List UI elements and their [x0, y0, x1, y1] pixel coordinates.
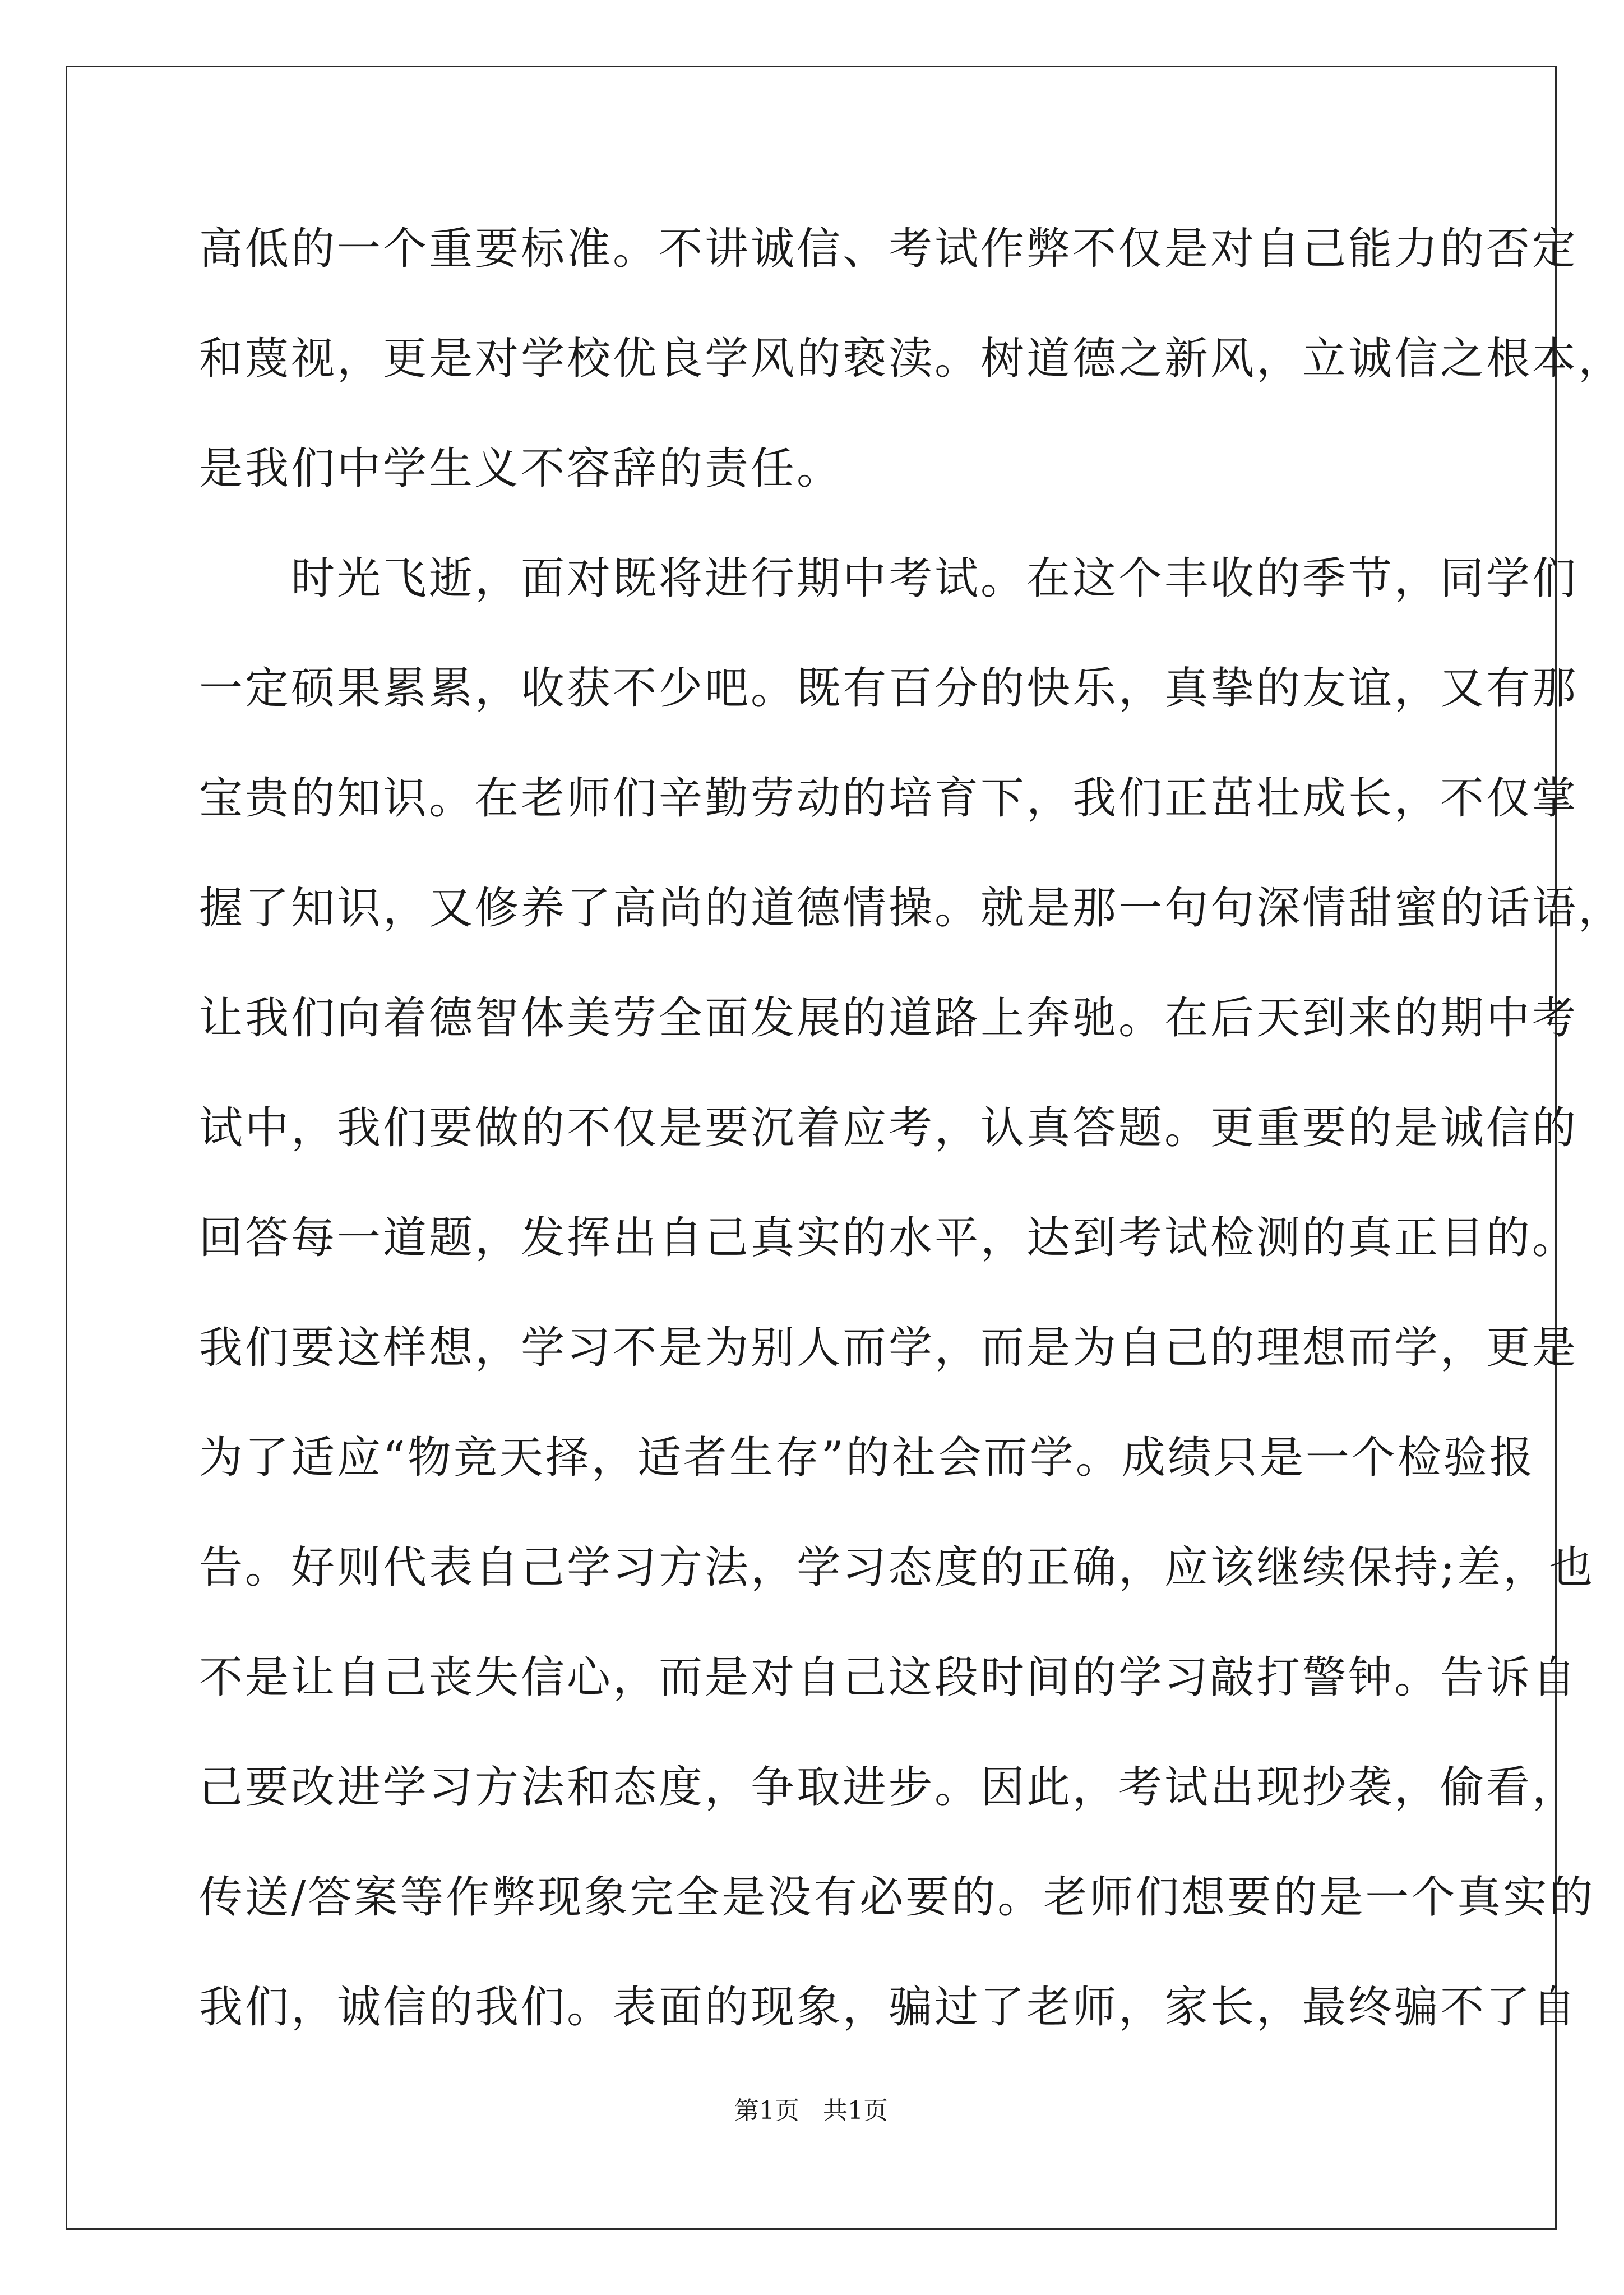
text-line: 为了适应“物竞天择，适者生存”的社会而学。成绩只是一个检验报 [199, 1433, 1535, 1483]
text-line: 和蔑视，更是对学校优良学风的亵渎。树道德之新风，立诚信之根本， [199, 334, 1624, 384]
text-line: 是我们中学生义不容辞的责任。 [199, 444, 843, 494]
page-footer: 第1页 共1页 [734, 2097, 888, 2125]
text-line: 试中，我们要做的不仅是要沉着应考，认真答题。更重要的是诚信的 [199, 1103, 1579, 1153]
text-line: 不是让自己丧失信心，而是对自己这段时间的学习敲打警钟。告诉自 [199, 1652, 1579, 1703]
text-line: 己要改进学习方法和态度，争取进步。因此，考试出现抄袭，偷看， [199, 1762, 1579, 1813]
text-line: 回答每一道题，发挥出自己真实的水平，达到考试检测的真正目的。 [199, 1213, 1579, 1263]
text-line: 我们要这样想，学习不是为别人而学，而是为自己的理想而学，更是 [199, 1323, 1579, 1373]
text-line: 让我们向着德智体美劳全面发展的道路上奔驰。在后天到来的期中考 [199, 993, 1579, 1043]
text-line: 高低的一个重要标准。不讲诚信、考试作弊不仅是对自己能力的否定 [199, 224, 1579, 274]
text-line: 宝贵的知识。在老师们辛勤劳动的培育下，我们正茁壮成长，不仅掌 [199, 773, 1579, 824]
text-line: 我们，诚信的我们。表面的现象，骗过了老师，家长，最终骗不了自 [199, 1982, 1579, 2033]
text-line: 一定硕果累累，收获不少吧。既有百分的快乐，真挚的友谊，又有那 [199, 663, 1579, 714]
text-line: 告。好则代表自己学习方法，学习态度的正确，应该继续保持;差，也 [199, 1543, 1595, 1593]
text-line: 时光飞逝，面对既将进行期中考试。在这个丰收的季节，同学们 [199, 553, 1579, 604]
document-body [199, 219, 1624, 2087]
text-line: 传送/答案等作弊现象完全是没有必要的。老师们想要的是一个真实的 [199, 1872, 1595, 1923]
text-line: 握了知识，又修养了高尚的道德情操。就是那一句句深情甜蜜的话语， [199, 883, 1624, 934]
